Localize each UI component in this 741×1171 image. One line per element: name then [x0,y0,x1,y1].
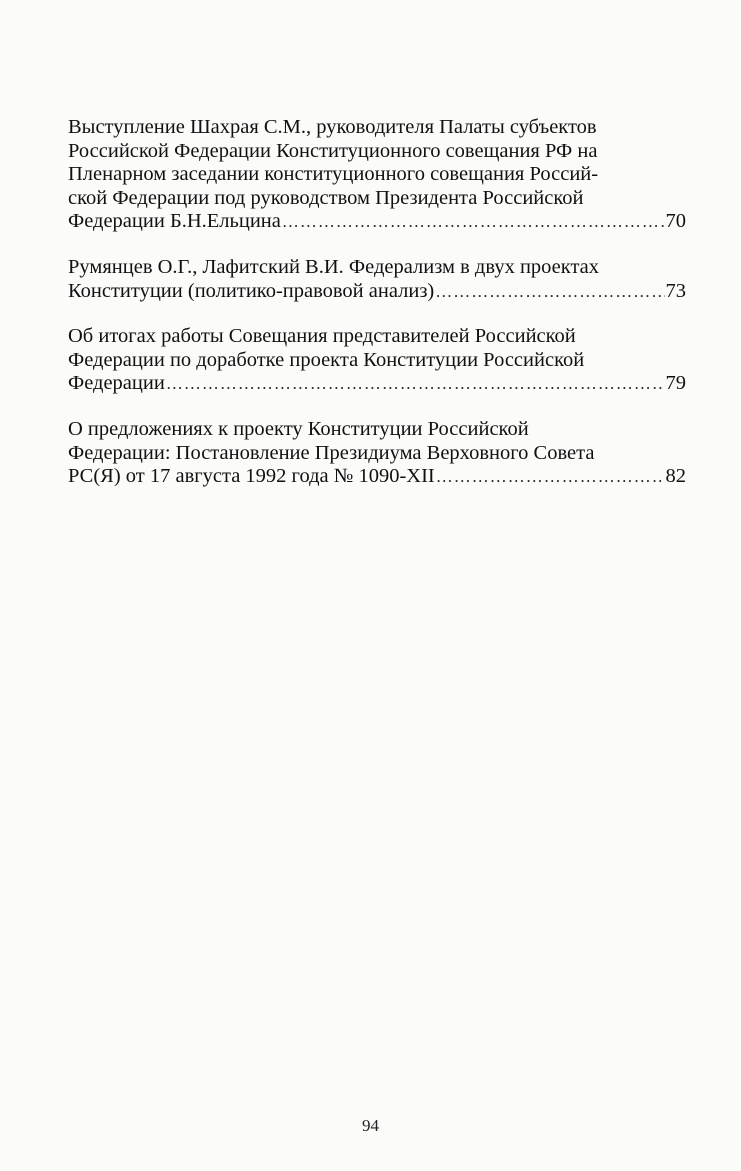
toc-entry [68,418,686,489]
toc-entry-last-line [68,280,686,304]
dot-leader [282,210,665,234]
toc-entry-line: Выступление Шахрая С.М., руководителя Палаты субъектов [68,116,597,138]
toc-entry-line: Федерации [68,372,165,395]
toc-entry [68,325,686,396]
dot-leader [436,465,665,489]
toc-page-number: 82 [665,465,686,488]
toc-entry-last-line [68,210,686,234]
toc-entry-last-line [68,465,686,489]
dot-leader [166,372,665,396]
toc-entry-line: Конституции (политико-правовой анализ) [68,279,435,302]
toc-entry-last-line [68,372,686,396]
page-number: 94 [362,1116,379,1135]
toc-entry-line: Федерации по доработке проекта Конституции Российской [68,348,585,371]
toc-entry-line: Федерации: Постановление Президиума Верховного Совета [68,441,595,464]
toc-page-number: 73 [665,279,686,302]
toc-entry-line: О предложениях к проекту Конституции Российской [68,417,529,440]
toc-entry-line: РС(Я) от 17 августа 1992 года № 1090-XII [68,465,435,488]
dot-leader [435,280,664,304]
toc-entry-line: Российской Федерации Конституционного совещания РФ на [68,139,598,162]
toc-page-number: 70 [665,210,686,233]
toc-entry [68,116,686,234]
toc-entry-line: Румянцев О.Г., Лафитский В.И. Федерализм в двух проектах [68,255,600,278]
table-of-contents [68,116,686,511]
toc-entry-line: ской Федерации под руководством Президента Российской [68,186,584,209]
toc-entry-line: Об итогах работы Совещания представителей Российской [68,325,576,348]
toc-entry-line: Федерации Б.Н.Ельцина [68,210,281,233]
toc-page-number: 79 [665,372,686,395]
toc-entry-line: Пленарном заседании конституционного совещания Россий- [68,163,599,186]
toc-entry [68,256,686,303]
